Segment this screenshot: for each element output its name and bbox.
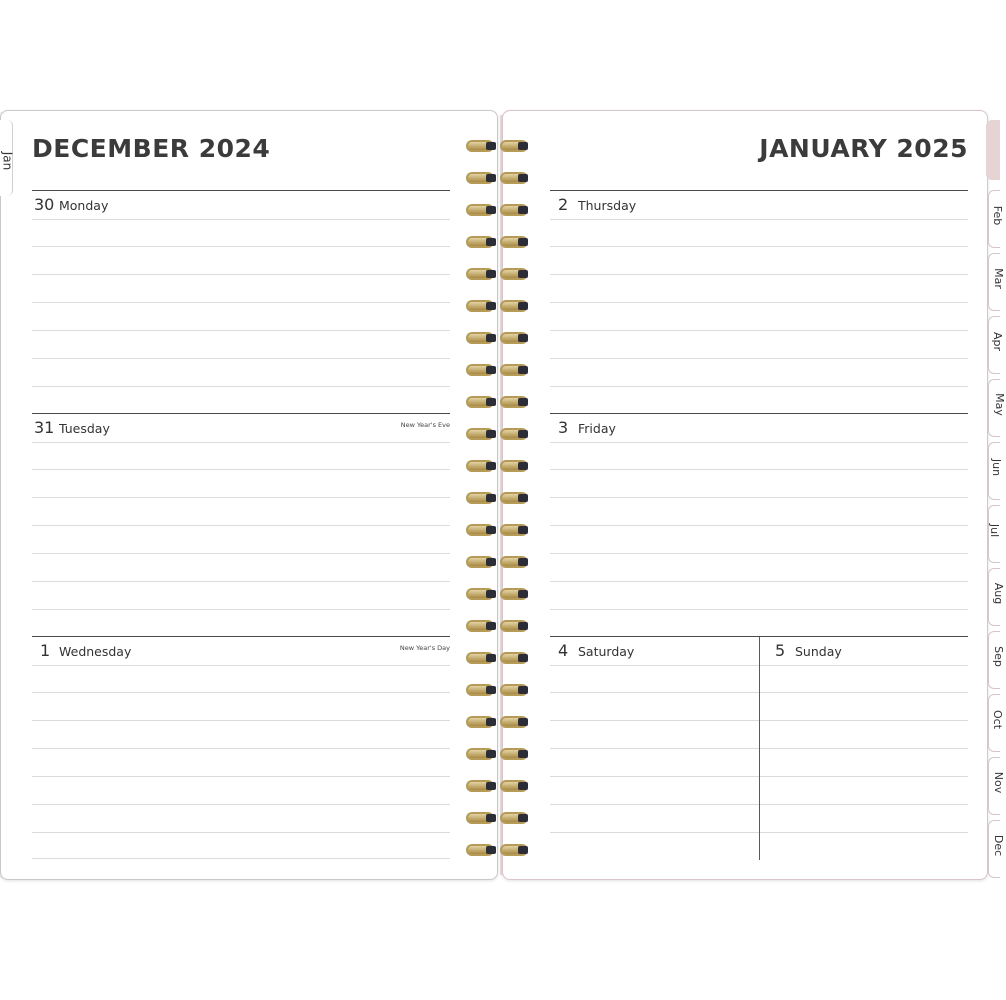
writing-line bbox=[32, 748, 450, 749]
writing-line bbox=[32, 776, 450, 777]
day-header bbox=[759, 636, 968, 666]
coil-ring bbox=[466, 427, 532, 443]
month-tab-label: May bbox=[992, 393, 1006, 416]
writing-line bbox=[550, 609, 968, 610]
month-tab-jul[interactable] bbox=[988, 505, 1000, 563]
writing-line bbox=[32, 692, 450, 693]
coil-ring bbox=[466, 779, 532, 795]
writing-line bbox=[32, 525, 450, 526]
day-header bbox=[32, 413, 450, 443]
coil-ring bbox=[466, 395, 532, 411]
writing-line bbox=[550, 497, 968, 498]
day-header bbox=[550, 636, 759, 666]
month-tab-nov[interactable] bbox=[988, 757, 1006, 815]
writing-line bbox=[32, 553, 450, 554]
coil-ring bbox=[466, 715, 532, 731]
month-tab-label: Nov bbox=[992, 771, 1006, 794]
coil-ring bbox=[466, 267, 532, 283]
month-tab-label: Dec bbox=[992, 834, 1006, 857]
writing-line bbox=[550, 804, 759, 805]
writing-line bbox=[550, 720, 759, 721]
day-block-tuesday[interactable] bbox=[32, 413, 450, 635]
writing-line bbox=[550, 525, 968, 526]
day-name: Friday bbox=[578, 421, 616, 436]
day-name: Thursday bbox=[578, 198, 637, 213]
writing-line bbox=[759, 748, 968, 749]
writing-line bbox=[759, 804, 968, 805]
day-number: 1 bbox=[40, 641, 51, 660]
writing-line bbox=[550, 358, 968, 359]
month-tab-label: Aug bbox=[992, 582, 1006, 605]
writing-line bbox=[550, 692, 759, 693]
coil-ring bbox=[466, 811, 532, 827]
day-block-monday[interactable] bbox=[32, 190, 450, 412]
coil-ring bbox=[466, 299, 532, 315]
day-number: 30 bbox=[34, 195, 55, 214]
day-name: Sunday bbox=[795, 644, 842, 659]
writing-line bbox=[32, 858, 450, 859]
day-number: 4 bbox=[558, 641, 569, 660]
writing-line bbox=[759, 692, 968, 693]
side-tab-jan[interactable] bbox=[0, 120, 13, 196]
coil-ring bbox=[466, 171, 532, 187]
day-number: 3 bbox=[558, 418, 569, 437]
day-block-thursday[interactable] bbox=[550, 190, 968, 412]
day-number: 2 bbox=[558, 195, 569, 214]
pink-cover-edge bbox=[986, 120, 1000, 180]
coil-ring bbox=[466, 619, 532, 635]
coil-ring bbox=[466, 491, 532, 507]
writing-line bbox=[32, 469, 450, 470]
month-tab-label: Sep bbox=[991, 646, 1005, 667]
month-tab-may[interactable] bbox=[988, 379, 1006, 437]
day-header bbox=[550, 190, 968, 220]
writing-line bbox=[550, 386, 968, 387]
day-header bbox=[32, 636, 450, 666]
writing-line bbox=[550, 748, 759, 749]
day-number: 31 bbox=[34, 418, 55, 437]
month-tab-mar[interactable] bbox=[988, 253, 1005, 311]
day-header bbox=[32, 190, 450, 220]
writing-line bbox=[759, 832, 968, 833]
coil-ring bbox=[466, 139, 532, 155]
writing-line bbox=[550, 832, 759, 833]
writing-line bbox=[32, 581, 450, 582]
day-block-wednesday[interactable] bbox=[32, 636, 450, 860]
coil-ring bbox=[466, 235, 532, 251]
coil-ring bbox=[466, 683, 532, 699]
coil-ring bbox=[466, 843, 532, 859]
writing-line bbox=[550, 246, 968, 247]
month-tab-label: Mar bbox=[991, 268, 1005, 289]
writing-line bbox=[32, 302, 450, 303]
right-month-title: JANUARY 2025 bbox=[759, 134, 968, 163]
day-name: Tuesday bbox=[59, 421, 110, 436]
coil-ring bbox=[466, 555, 532, 571]
month-tab-feb[interactable] bbox=[988, 190, 1005, 248]
writing-line bbox=[759, 776, 968, 777]
writing-line bbox=[32, 804, 450, 805]
writing-line bbox=[550, 469, 968, 470]
holiday-label: New Year's Eve bbox=[400, 421, 450, 429]
writing-line bbox=[550, 553, 968, 554]
day-number: 5 bbox=[775, 641, 786, 660]
coil-ring bbox=[466, 747, 532, 763]
writing-line bbox=[550, 330, 968, 331]
writing-line bbox=[32, 497, 450, 498]
writing-line bbox=[32, 330, 450, 331]
month-tab-apr[interactable] bbox=[988, 316, 1005, 374]
writing-line bbox=[32, 246, 450, 247]
writing-line bbox=[550, 274, 968, 275]
coil-ring bbox=[466, 523, 532, 539]
weekend-divider bbox=[759, 637, 760, 860]
writing-line bbox=[32, 832, 450, 833]
day-block-sunday[interactable] bbox=[759, 636, 968, 860]
coil-ring bbox=[466, 587, 532, 603]
coil-ring bbox=[466, 203, 532, 219]
writing-line bbox=[32, 609, 450, 610]
writing-line bbox=[32, 386, 450, 387]
coil-ring bbox=[466, 459, 532, 475]
month-tab-label: Oct bbox=[991, 709, 1005, 730]
writing-line bbox=[32, 274, 450, 275]
coil-ring bbox=[466, 331, 532, 347]
day-name: Monday bbox=[59, 198, 109, 213]
writing-line bbox=[550, 581, 968, 582]
day-header bbox=[550, 413, 968, 443]
month-tab-label: Jun bbox=[990, 458, 1004, 477]
coil-ring bbox=[466, 363, 532, 379]
day-name: Wednesday bbox=[59, 644, 132, 659]
month-tab-sep[interactable] bbox=[988, 631, 1005, 689]
writing-line bbox=[32, 720, 450, 721]
holiday-label: New Year's Day bbox=[399, 644, 450, 652]
day-name: Saturday bbox=[578, 644, 635, 659]
side-tab-label: Jan bbox=[0, 151, 15, 171]
month-tab-label: Apr bbox=[991, 331, 1005, 352]
writing-line bbox=[32, 358, 450, 359]
writing-line bbox=[550, 302, 968, 303]
writing-line bbox=[550, 776, 759, 777]
month-tab-oct[interactable] bbox=[988, 694, 1005, 752]
day-block-saturday[interactable] bbox=[550, 636, 759, 860]
day-block-friday[interactable] bbox=[550, 413, 968, 635]
coil-ring bbox=[466, 651, 532, 667]
month-tab-aug[interactable] bbox=[988, 568, 1006, 626]
writing-line bbox=[759, 720, 968, 721]
month-tab-label: Feb bbox=[991, 205, 1005, 226]
month-tab-jun[interactable] bbox=[988, 442, 1004, 500]
month-tab-dec[interactable] bbox=[988, 820, 1006, 878]
month-tab-label: Jul bbox=[988, 523, 1002, 538]
left-month-title: DECEMBER 2024 bbox=[32, 134, 271, 163]
